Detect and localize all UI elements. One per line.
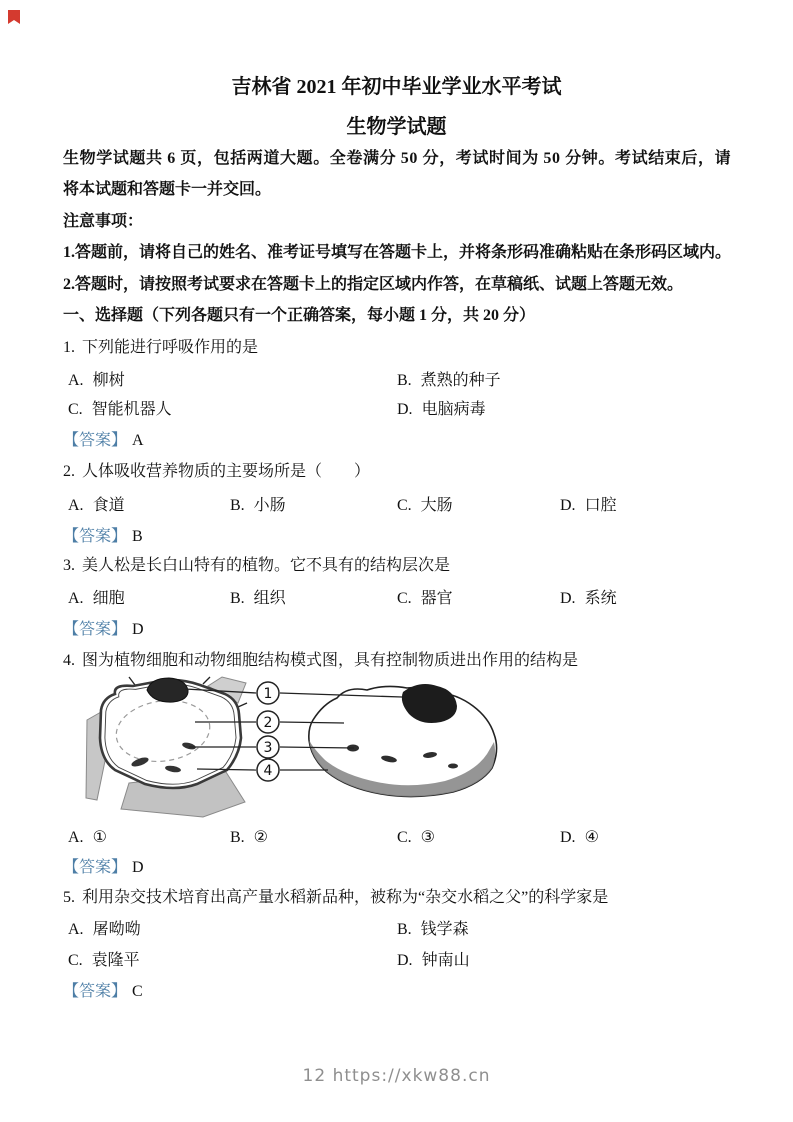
q1-option-a-text: 柳树 xyxy=(92,372,125,389)
callout-1-icon xyxy=(257,682,279,704)
q5-answer-label: 【答案】 xyxy=(63,983,128,1000)
cell-structure-diagram xyxy=(85,676,515,823)
q2-option-a xyxy=(68,496,125,516)
q3-option-c-text: 器官 xyxy=(420,590,453,607)
callout-3-icon xyxy=(257,736,279,758)
q4-option-a xyxy=(68,828,107,848)
q5-option-d xyxy=(397,951,470,971)
q3-option-d xyxy=(560,589,617,609)
q2-option-d xyxy=(560,496,617,516)
page-footer-url: 12 https://xkw88.cn xyxy=(302,1066,491,1086)
svg-text:4: 4 xyxy=(263,763,273,779)
q1-option-c xyxy=(68,400,172,420)
q3-option-a-key: A. xyxy=(68,590,84,607)
q2-option-a-key: A. xyxy=(68,497,84,514)
q4-option-c-key: C. xyxy=(397,829,412,846)
red-corner-icon xyxy=(7,9,21,25)
intro-line-2: 将本试题和答题卡一并交回。 xyxy=(63,181,272,198)
question-3-text: 美人松是长白山特有的植物。它不具有的结构层次是 xyxy=(82,557,451,574)
q3-answer-label: 【答案】 xyxy=(63,621,128,638)
q2-option-c-key: C. xyxy=(397,497,412,514)
q5-option-a-text: 屠呦呦 xyxy=(92,921,141,938)
q2-option-c xyxy=(397,496,453,516)
q4-option-b-text: ② xyxy=(253,829,269,846)
question-5-text: 利用杂交技术培育出高产量水稻新品种，被称为“杂交水稻之父”的科学家是 xyxy=(82,889,609,906)
q5-option-d-key: D. xyxy=(397,952,413,969)
q5-option-c-key: C. xyxy=(68,952,83,969)
callout-4-icon xyxy=(257,759,279,781)
question-1-number: 1. xyxy=(63,339,75,356)
question-1-stem xyxy=(63,338,730,358)
q5-option-b xyxy=(397,920,469,940)
q2-option-d-key: D. xyxy=(560,497,576,514)
question-5-number: 5. xyxy=(63,889,75,906)
question-3-number: 3. xyxy=(63,557,75,574)
q4-option-c-text: ③ xyxy=(420,829,436,846)
q5-answer xyxy=(63,982,143,1002)
q2-option-b xyxy=(230,496,286,516)
q4-option-d-text: ④ xyxy=(584,829,599,846)
q1-option-a xyxy=(68,371,125,391)
notice-item-1: 1.答题前，请将自己的姓名、准考证号填写在答题卡上，并将条形码准确粘贴在条形码区域内。 xyxy=(63,244,732,261)
q4-answer xyxy=(63,858,144,878)
q4-option-a-key: A. xyxy=(68,829,84,846)
q5-option-a-key: A. xyxy=(68,921,84,938)
q3-option-d-text: 系统 xyxy=(584,590,617,607)
svg-text:1: 1 xyxy=(263,686,273,702)
q1-option-d-text: 电脑病毒 xyxy=(421,401,486,418)
q2-option-b-key: B. xyxy=(230,497,245,514)
section-heading: 一、选择题（下列各题只有一个正确答案，每小题 1 分，共 20 分） xyxy=(63,307,536,324)
question-4-stem xyxy=(63,651,730,671)
q2-option-a-text: 食道 xyxy=(92,497,125,514)
exam-title: 吉林省 2021 年初中毕业学业水平考试 xyxy=(231,76,562,98)
q5-option-c xyxy=(68,951,140,971)
callout-2-icon xyxy=(257,711,279,733)
q5-answer-value: C xyxy=(132,983,143,1000)
q2-answer xyxy=(63,527,143,547)
q2-option-c-text: 大肠 xyxy=(420,497,453,514)
q4-option-d xyxy=(560,828,599,848)
q5-option-b-key: B. xyxy=(397,921,412,938)
question-1-text: 下列能进行呼吸作用的是 xyxy=(82,339,259,356)
q3-option-a-text: 细胞 xyxy=(92,590,125,607)
q2-answer-label: 【答案】 xyxy=(63,528,128,545)
q1-answer xyxy=(63,431,144,451)
svg-text:2: 2 xyxy=(263,715,273,731)
q5-option-b-text: 钱学森 xyxy=(420,921,469,938)
q4-answer-value: D xyxy=(132,859,144,876)
q1-option-c-key: C. xyxy=(68,401,83,418)
q3-option-c xyxy=(397,589,453,609)
q1-answer-value: A xyxy=(132,432,144,449)
q2-option-d-text: 口腔 xyxy=(584,497,617,514)
q4-answer-label: 【答案】 xyxy=(63,859,128,876)
q1-option-d-key: D. xyxy=(397,401,413,418)
svg-text:3: 3 xyxy=(263,740,273,756)
question-4-number: 4. xyxy=(63,652,75,669)
q1-option-b-key: B. xyxy=(397,372,412,389)
q2-answer-value: B xyxy=(132,528,143,545)
q3-option-d-key: D. xyxy=(560,590,576,607)
notice-heading: 注意事项： xyxy=(63,213,144,230)
q1-option-d xyxy=(397,400,486,420)
q4-option-d-key: D. xyxy=(560,829,576,846)
q5-option-d-text: 钟南山 xyxy=(421,952,470,969)
q4-option-b-key: B. xyxy=(230,829,245,846)
q3-answer xyxy=(63,620,144,640)
q5-option-c-text: 袁隆平 xyxy=(91,952,140,969)
q3-option-b-text: 组织 xyxy=(253,590,286,607)
q3-answer-value: D xyxy=(132,621,144,638)
q4-option-a-text: ① xyxy=(92,829,107,846)
question-2-number: 2. xyxy=(63,463,75,480)
q1-option-c-text: 智能机器人 xyxy=(91,401,172,418)
question-3-stem xyxy=(63,556,730,576)
q2-option-b-text: 小肠 xyxy=(253,497,286,514)
q4-option-b xyxy=(230,828,268,848)
intro-line-1: 生物学试题共 6 页，包括两道大题。全卷满分 50 分，考试时间为 50 分钟。考试结束后，请 xyxy=(63,150,732,167)
question-5-stem xyxy=(63,888,730,908)
q1-option-a-key: A. xyxy=(68,372,84,389)
question-4-text: 图为植物细胞和动物细胞结构模式图，具有控制物质进出作用的结构是 xyxy=(82,652,579,669)
q3-option-b-key: B. xyxy=(230,590,245,607)
q3-option-b xyxy=(230,589,286,609)
exam-subtitle: 生物学试题 xyxy=(346,116,447,138)
q4-option-c xyxy=(397,828,435,848)
q3-option-c-key: C. xyxy=(397,590,412,607)
notice-item-2: 2.答题时，请按照考试要求在答题卡上的指定区域内作答，在草稿纸、试题上答题无效。 xyxy=(63,276,684,293)
q1-option-b-text: 煮熟的种子 xyxy=(420,372,501,389)
question-2-stem xyxy=(63,462,730,482)
q1-option-b xyxy=(397,371,501,391)
q3-option-a xyxy=(68,589,125,609)
question-2-text: 人体吸收营养物质的主要场所是（ ） xyxy=(82,463,371,480)
q1-answer-label: 【答案】 xyxy=(63,432,128,449)
q5-option-a xyxy=(68,920,141,940)
